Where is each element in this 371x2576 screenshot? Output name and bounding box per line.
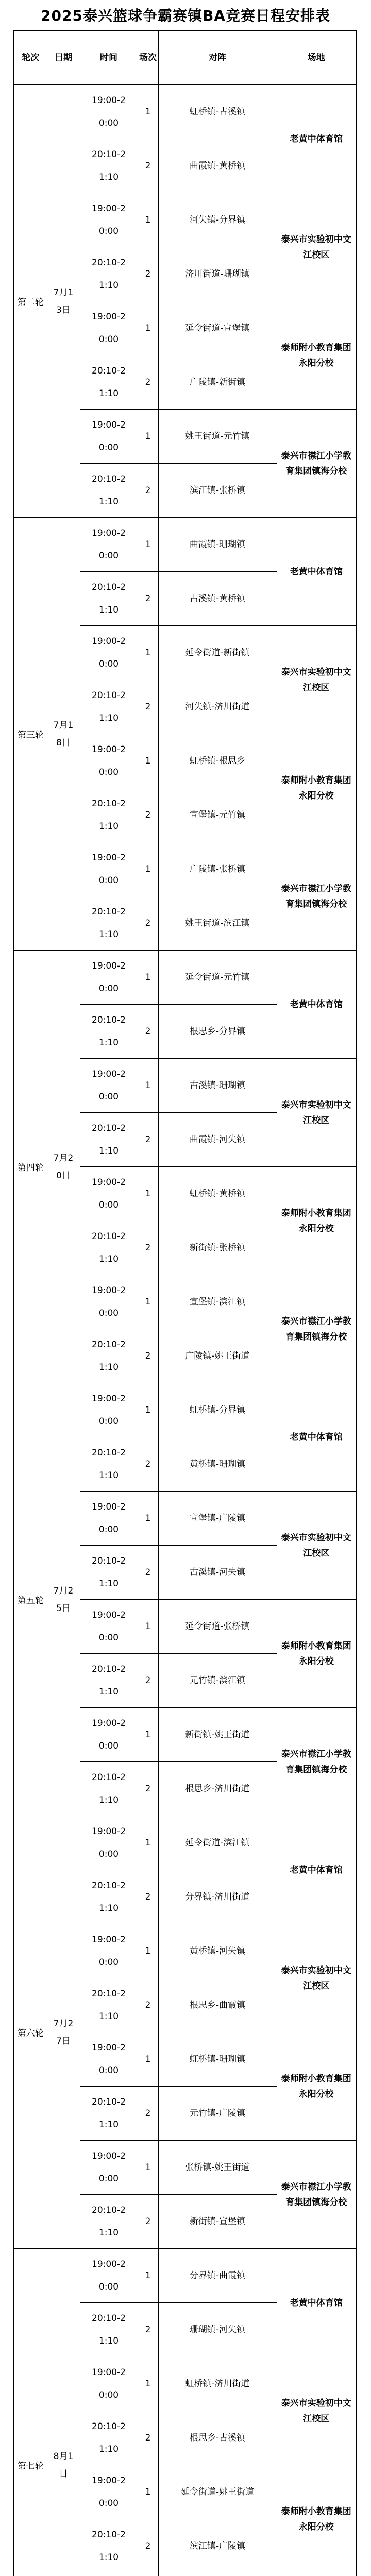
time-cell: 19:00-2 0:00 <box>80 734 138 788</box>
time-cell: 20:10-2 1:10 <box>80 1654 138 1708</box>
game-number-cell: 2 <box>138 2195 158 2249</box>
time-cell: 20:10-2 1:10 <box>80 572 138 626</box>
match-cell: 古溪镇-河失镇 <box>158 1546 277 1600</box>
match-cell: 根思乡-分界镇 <box>158 1005 277 1059</box>
venue-cell: 老黄中体育馆 <box>277 2249 356 2357</box>
match-cell: 新街镇-姚王街道 <box>158 1708 277 1762</box>
time-cell: 19:00-2 0:00 <box>80 626 138 680</box>
schedule-table <box>13 30 357 2576</box>
time-cell: 19:00-2 0:00 <box>80 2249 138 2303</box>
round-cell: 第六轮 <box>14 1816 47 2249</box>
match-cell: 宣堡镇-元竹镇 <box>158 788 277 842</box>
header-date: 日期 <box>47 30 80 85</box>
game-number-cell: 2 <box>138 680 158 734</box>
match-cell: 曲霞镇-珊瑚镇 <box>158 518 277 572</box>
header-round: 轮次 <box>14 30 47 85</box>
time-cell: 19:00-2 0:00 <box>80 410 138 464</box>
date-text: 7月2 5日 <box>53 1585 74 1614</box>
match-cell: 新街镇-宣堡镇 <box>158 2195 277 2249</box>
time-cell: 20:10-2 1:10 <box>80 1978 138 2032</box>
round-cell: 第五轮 <box>14 1383 47 1816</box>
game-number-cell: 1 <box>138 2032 158 2087</box>
game-number-cell: 2 <box>138 1654 158 1708</box>
time-cell: 20:10-2 1:10 <box>80 2303 138 2357</box>
match-cell: 分界镇-济川街道 <box>158 1870 277 1924</box>
game-number-cell: 2 <box>138 2087 158 2141</box>
table-row <box>14 951 356 1005</box>
time-cell: 19:00-2 0:00 <box>80 1167 138 1221</box>
venue-cell <box>277 2573 356 2576</box>
match-cell: 古溪镇-珊瑚镇 <box>158 1059 277 1113</box>
time-cell: 19:00-2 0:00 <box>80 1275 138 1329</box>
time-cell: 19:00-2 0:00 <box>80 1383 138 1437</box>
game-number-cell: 1 <box>138 1275 158 1329</box>
time-cell: 20:10-2 1:10 <box>80 1329 138 1383</box>
header-time: 时间 <box>80 30 138 85</box>
date-cell <box>47 518 80 951</box>
venue-cell: 泰兴市襟江小学教育集团镇海分校 <box>277 842 356 951</box>
game-number-cell: 2 <box>138 1005 158 1059</box>
game-number-cell: 2 <box>138 247 158 301</box>
game-number-cell: 2 <box>138 1329 158 1383</box>
game-number-cell: 2 <box>138 1870 158 1924</box>
match-cell: 姚王街道-元竹镇 <box>158 410 277 464</box>
time-cell: 19:00-2 0:00 <box>80 842 138 896</box>
time-cell: 20:10-2 1:10 <box>80 1762 138 1816</box>
match-cell: 虹桥镇-济川街道 <box>158 2357 277 2411</box>
header-row <box>14 30 356 85</box>
game-number-cell: 1 <box>138 2357 158 2411</box>
game-number-cell: 1 <box>138 1600 158 1654</box>
game-number-cell: 2 <box>138 1762 158 1816</box>
time-cell: 19:00-2 0:00 <box>80 2032 138 2087</box>
time-cell: 20:10-2 1:10 <box>80 1113 138 1167</box>
match-cell: 宣堡镇-滨江镇 <box>158 1275 277 1329</box>
date-text: 7月2 7日 <box>53 2018 74 2046</box>
match-cell: 广陵镇-新街镇 <box>158 355 277 410</box>
venue-cell: 老黄中体育馆 <box>277 951 356 1059</box>
date-cell <box>47 951 80 1383</box>
game-number-cell: 1 <box>138 85 158 139</box>
time-cell: 19:00-2 0:00 <box>80 518 138 572</box>
match-cell: 张桥镇-姚王街道 <box>158 2141 277 2195</box>
time-cell: 20:10-2 1:10 <box>80 1546 138 1600</box>
time-cell: 19:00-2 0:00 <box>80 1059 138 1113</box>
game-number-cell: 1 <box>138 1059 158 1113</box>
match-cell: 根思乡-济川街道 <box>158 1762 277 1816</box>
match-cell: 延令街道-宣堡镇 <box>158 301 277 355</box>
time-cell: 20:10-2 1:10 <box>80 2519 138 2573</box>
match-cell: 滨江镇-张桥镇 <box>158 464 277 518</box>
time-cell: 19:00-2 0:00 <box>80 2141 138 2195</box>
match-cell: 河失镇-分界镇 <box>158 193 277 247</box>
time-cell: 19:00-2 0:00 <box>80 2465 138 2519</box>
table-row <box>14 1383 356 1437</box>
venue-cell: 泰兴市实验初中文江校区 <box>277 1059 356 1167</box>
game-number-cell: 2 <box>138 1546 158 1600</box>
time-cell: 20:10-2 1:10 <box>80 680 138 734</box>
venue-cell: 泰师附小教育集团永阳分校 <box>277 301 356 410</box>
date-text: 7月2 0日 <box>53 1153 74 1181</box>
table-row <box>14 1816 356 1870</box>
game-number-cell: 1 <box>138 626 158 680</box>
venue-cell: 泰师附小教育集团永阳分校 <box>277 1600 356 1708</box>
time-cell: 20:10-2 1:10 <box>80 1005 138 1059</box>
game-number-cell: 2 <box>138 355 158 410</box>
game-number-cell: 2 <box>138 1221 158 1275</box>
date-text: 8月1 日 <box>53 2451 74 2479</box>
venue-cell: 泰兴市实验初中文江校区 <box>277 1924 356 2032</box>
round-cell: 第四轮 <box>14 951 47 1383</box>
time-cell: 19:00-2 0:00 <box>80 301 138 355</box>
match-cell: 元竹镇-广陵镇 <box>158 2087 277 2141</box>
match-cell <box>158 2573 277 2576</box>
schedule-body <box>14 85 356 2576</box>
time-cell: 20:10-2 1:10 <box>80 788 138 842</box>
match-cell: 广陵镇-姚王街道 <box>158 1329 277 1383</box>
match-cell: 延令街道-姚王街道 <box>158 2465 277 2519</box>
match-cell: 延令街道-新街镇 <box>158 626 277 680</box>
time-cell: 20:10-2 1:10 <box>80 247 138 301</box>
round-cell: 第三轮 <box>14 518 47 951</box>
game-number-cell: 1 <box>138 2141 158 2195</box>
match-cell: 根思乡-古溪镇 <box>158 2411 277 2465</box>
match-cell: 虹桥镇-古溪镇 <box>158 85 277 139</box>
time-cell: 19:00-2 0:00 <box>80 1816 138 1870</box>
date-text: 7月1 3日 <box>53 287 74 315</box>
venue-cell: 泰兴市实验初中文江校区 <box>277 2357 356 2465</box>
match-cell: 延令街道-滨江镇 <box>158 1816 277 1870</box>
venue-cell: 老黄中体育馆 <box>277 1383 356 1492</box>
game-number-cell: 2 <box>138 2411 158 2465</box>
game-number-cell: 1 <box>138 1492 158 1546</box>
match-cell: 虹桥镇-黄桥镇 <box>158 1167 277 1221</box>
match-cell: 延令街道-张桥镇 <box>158 1600 277 1654</box>
match-cell: 河失镇-济川街道 <box>158 680 277 734</box>
venue-cell: 泰兴市襟江小学教育集团镇海分校 <box>277 1708 356 1816</box>
venue-cell: 泰兴市襟江小学教育集团镇海分校 <box>277 1275 356 1383</box>
venue-cell: 泰师附小教育集团永阳分校 <box>277 2032 356 2141</box>
time-cell: 20:10-2 1:10 <box>80 2195 138 2249</box>
game-number-cell: 1 <box>138 734 158 788</box>
venue-cell: 泰师附小教育集团永阳分校 <box>277 2465 356 2573</box>
game-number-cell: 2 <box>138 2519 158 2573</box>
table-row <box>14 2249 356 2303</box>
game-number-cell: 2 <box>138 572 158 626</box>
match-cell: 根思乡-曲霞镇 <box>158 1978 277 2032</box>
game-number-cell: 2 <box>138 788 158 842</box>
game-number-cell: 1 <box>138 1708 158 1762</box>
venue-cell: 泰兴市实验初中文江校区 <box>277 193 356 301</box>
time-cell: 20:10-2 1:10 <box>80 139 138 193</box>
match-cell: 分界镇-曲霞镇 <box>158 2249 277 2303</box>
venue-cell: 老黄中体育馆 <box>277 85 356 193</box>
time-cell: 20:10-2 1:10 <box>80 2087 138 2141</box>
date-cell <box>47 1816 80 2249</box>
time-cell: 19:00-2 0:00 <box>80 1492 138 1546</box>
game-number-cell: 2 <box>138 1113 158 1167</box>
game-number-cell: 1 <box>138 1816 158 1870</box>
date-cell <box>47 85 80 518</box>
venue-cell: 泰师附小教育集团永阳分校 <box>277 734 356 842</box>
game-number-cell: 2 <box>138 464 158 518</box>
header-match: 对阵 <box>158 30 277 85</box>
venue-cell: 泰兴市襟江小学教育集团镇海分校 <box>277 410 356 518</box>
venue-cell: 泰兴市实验初中文江校区 <box>277 1492 356 1600</box>
game-number-cell: 1 <box>138 193 158 247</box>
game-number-cell: 2 <box>138 1437 158 1492</box>
game-number-cell: 1 <box>138 1167 158 1221</box>
time-cell: 19:00-2 0:00 <box>80 1924 138 1978</box>
venue-cell: 泰兴市襟江小学教育集团镇海分校 <box>277 2141 356 2249</box>
header-game: 场次 <box>138 30 158 85</box>
game-number-cell: 2 <box>138 2303 158 2357</box>
match-cell: 济川街道-珊瑚镇 <box>158 247 277 301</box>
table-row <box>14 518 356 572</box>
match-cell: 元竹镇-滨江镇 <box>158 1654 277 1708</box>
time-cell: 20:10-2 1:10 <box>80 2411 138 2465</box>
round-cell: 第二轮 <box>14 85 47 518</box>
match-cell: 延令街道-元竹镇 <box>158 951 277 1005</box>
round-cell: 第七轮 <box>14 2249 47 2576</box>
date-text: 7月1 8日 <box>53 720 74 748</box>
match-cell: 珊瑚镇-河失镇 <box>158 2303 277 2357</box>
match-cell: 新街镇-张桥镇 <box>158 1221 277 1275</box>
game-number-cell: 1 <box>138 410 158 464</box>
time-cell: 20:10-2 1:10 <box>80 1221 138 1275</box>
time-cell: 19:00-2 0:00 <box>80 951 138 1005</box>
game-number-cell: 2 <box>138 1978 158 2032</box>
time-cell: 19:00-2 0:00 <box>80 1600 138 1654</box>
game-number-cell: 1 <box>138 842 158 896</box>
game-number-cell: 1 <box>138 1383 158 1437</box>
time-cell: 20:10-2 1:10 <box>80 464 138 518</box>
match-cell: 虹桥镇-根思乡 <box>158 734 277 788</box>
time-cell: 19:00-2 0:00 <box>80 193 138 247</box>
game-number-cell: 1 <box>138 2249 158 2303</box>
match-cell: 曲霞镇-黄桥镇 <box>158 139 277 193</box>
time-cell: 20:10-2 1:10 <box>80 1437 138 1492</box>
time-cell: 20:10-2 1:10 <box>80 896 138 951</box>
match-cell: 宣堡镇-广陵镇 <box>158 1492 277 1546</box>
venue-cell: 泰师附小教育集团永阳分校 <box>277 1167 356 1275</box>
match-cell: 广陵镇-张桥镇 <box>158 842 277 896</box>
game-number-cell: 2 <box>138 896 158 951</box>
game-number-cell: 1 <box>138 1924 158 1978</box>
match-cell: 滨江镇-广陵镇 <box>158 2519 277 2573</box>
match-cell: 黄桥镇-珊瑚镇 <box>158 1437 277 1492</box>
page-title: 2025泰兴篮球争霸赛镇BA竞赛日程安排表 <box>41 7 330 24</box>
match-cell: 姚王街道-滨江镇 <box>158 896 277 951</box>
time-cell: 19:00-2 0:00 <box>80 1708 138 1762</box>
time-cell: 20:10-2 1:10 <box>80 1870 138 1924</box>
venue-cell: 老黄中体育馆 <box>277 1816 356 1924</box>
match-cell: 古溪镇-黄桥镇 <box>158 572 277 626</box>
time-cell: 20:10-2 1:10 <box>80 355 138 410</box>
game-number-cell <box>138 2573 158 2576</box>
game-number-cell: 1 <box>138 518 158 572</box>
time-cell: 19:00-2 0:00 <box>80 2357 138 2411</box>
venue-cell: 老黄中体育馆 <box>277 518 356 626</box>
match-cell: 虹桥镇-珊瑚镇 <box>158 2032 277 2087</box>
game-number-cell: 1 <box>138 2465 158 2519</box>
table-row <box>14 85 356 139</box>
game-number-cell: 2 <box>138 139 158 193</box>
date-cell <box>47 1383 80 1816</box>
match-cell: 曲霞镇-河失镇 <box>158 1113 277 1167</box>
time-cell: 19:00-2 0:00 <box>80 85 138 139</box>
date-cell <box>47 2249 80 2576</box>
game-number-cell: 1 <box>138 951 158 1005</box>
header-venue: 场地 <box>277 30 356 85</box>
match-cell: 黄桥镇-河失镇 <box>158 1924 277 1978</box>
match-cell: 虹桥镇-分界镇 <box>158 1383 277 1437</box>
game-number-cell: 1 <box>138 301 158 355</box>
venue-cell: 泰兴市实验初中文江校区 <box>277 626 356 734</box>
time-cell <box>80 2573 138 2576</box>
